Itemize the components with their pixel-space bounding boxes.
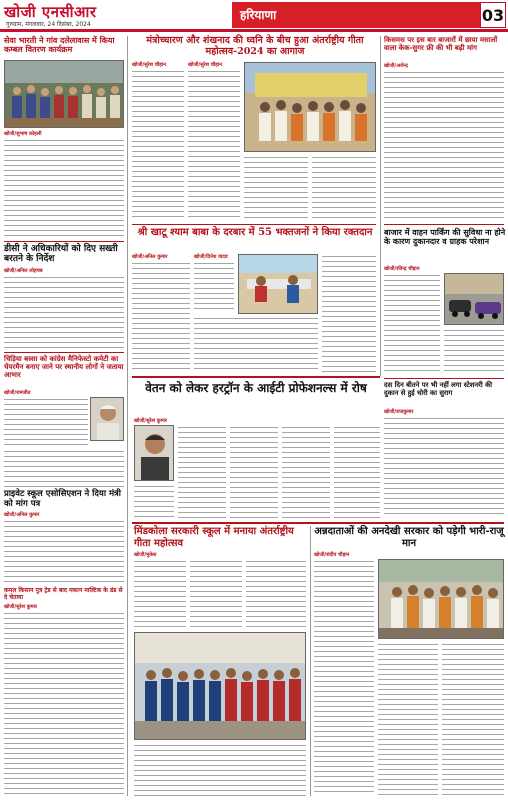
headline-kamal-farm: कमल किसान पुत्र ट्रेड से बाद मकान माल्टिक के डंड से दे चेताया: [4, 587, 123, 601]
byline-bus-stand: खोजी/रामजीत: [4, 390, 31, 396]
byline-khatu-1: खोजी/अनिल कुमार: [132, 254, 168, 260]
headline-vehicle-parking: बाजार में वाहन पार्किंग की सुविधा ना होने के कारण दुकानदार व ग्राहक परेशान: [384, 227, 506, 247]
byline-kamal-farm: खोजी/सुरेश कुमार: [4, 604, 37, 610]
headline-khatu-shyam: श्री खाटू श्याम बाबा के दरबार में 55 भक्तजनों ने किया रक्तदान: [137, 227, 373, 238]
body-khatu-col3: [322, 254, 376, 372]
byline-vehicle-parking: खोजी/रविन्द्र चौहान: [384, 266, 420, 272]
body-khatu-col1: [132, 261, 190, 371]
portrait-bus-stand: [90, 397, 124, 441]
headline-stationery-theft: दस दिन बीतने पर भी नहीं लगा स्टेशनरी की दुकान से हुई चोरी का सुराग: [384, 381, 493, 397]
body-sewa-bharti: [4, 138, 124, 238]
photo-sewa-bharti: [4, 60, 124, 128]
headline-kisan-cake: किसमस पर इस बार बाजारों में छाया मसालों वाला केक-सुगर फ्री की भी बढ़ी मांग: [384, 35, 498, 53]
body-salary-col4: [282, 425, 330, 520]
body-gita-col2: [188, 69, 240, 219]
photo-gita-mahotsav: [244, 62, 376, 152]
column-divider: [127, 36, 128, 796]
byline-sewa-bharti: खोजी/सुभाष कोहली: [4, 131, 42, 137]
byline-private-school: खोजी/अनिल कुमार: [4, 512, 40, 518]
portrait-salary-it: [134, 425, 174, 481]
body-khatu-col2: [194, 261, 234, 311]
body-gita-col3: [244, 155, 308, 221]
column-divider: [380, 36, 381, 376]
headline-bus-stand: चिड़िया बस्सा को कांग्रेस मैनिफेस्टो कमेटी का चेयरमैन बनाए जाने पर स्थानीय लोगों ने जताया आभार: [4, 354, 124, 380]
newspaper-logo: खोजी एनसीआर: [4, 3, 97, 21]
photo-vehicle-parking: [444, 273, 504, 325]
body-stationery-theft: [384, 416, 504, 518]
byline-salary-it: खोजी/सुरेश कुमार: [134, 418, 167, 424]
headline-gita-mahotsav: मंत्रोच्चारण और शंखनाद की ध्वनि के बीच हुआ अंतर्राष्ट्रीय गीता महोत्सव-2024 का आगाज: [146, 35, 364, 57]
body-salary-col2: [178, 425, 226, 520]
body-mindkola-col1: [134, 559, 186, 629]
photo-annadata: [378, 559, 504, 639]
body-bus-stand-2: [4, 449, 124, 487]
body-salary-col5: [334, 425, 380, 520]
byline-stationery-theft: खोजी/राजकुमार: [384, 409, 414, 415]
byline-kisan-cake: खोजी/अजेन्द्र: [384, 63, 408, 69]
body-annadata-col1: [314, 559, 374, 796]
edition-date: गुरुग्राम, मंगलवार, 24 दिसंबर, 2024: [6, 21, 91, 28]
body-mindkola-col2: [190, 559, 242, 629]
divider: [384, 378, 504, 379]
headline-private-school: प्राइवेट स्कूल एसोसिएशन ने दिया मंत्री को मांग पत्र: [4, 489, 121, 509]
divider: [132, 224, 376, 225]
headline-dc-officers: डीसी ने अधिकारियों को दिए सख्ती बरतने के निर्देश: [4, 244, 118, 265]
headline-salary-it: वेतन को लेकर हरट्रॉन के आईटी प्रोफेशनल्स में रोष: [145, 381, 367, 395]
divider: [4, 352, 124, 353]
body-khatu-col4: [194, 316, 318, 372]
divider: [384, 224, 504, 225]
byline-khatu-2: खोजी/दिनेश यादव: [194, 254, 228, 260]
body-annadata-col3: [442, 642, 504, 796]
byline-gita-2: खोजी/सुरेश चौहान: [188, 62, 222, 68]
body-dc-officers: [4, 275, 124, 350]
body-private-school: [4, 519, 124, 585]
page-number: 03: [480, 2, 506, 28]
body-salary-col3: [230, 425, 278, 520]
headline-annadata: अन्नदाताओं की अनदेखी सरकार को पड़ेगी भारी-राजू मान: [314, 526, 504, 549]
byline-gita-1: खोजी/सुरेश चौहान: [132, 62, 166, 68]
body-parking-col2: [444, 328, 504, 374]
body-kisan-cake: [384, 70, 504, 220]
body-mindkola-col4: [134, 743, 306, 796]
body-kamal-farm: [4, 611, 124, 796]
body-annadata-col2: [378, 642, 438, 796]
divider: [4, 241, 124, 242]
byline-dc-officers: खोजी/अनिल लोहचब: [4, 268, 43, 274]
body-mindkola-col3: [246, 559, 306, 629]
divider: [132, 376, 380, 378]
section-title: हरियाणा: [240, 8, 277, 22]
headline-mindkola-school: मिंडकोला सरकारी स्कूल में मनाया अंतर्राष्ट्रीय गीता महोत्सव: [134, 526, 294, 549]
headline-sewa-bharti: सेवा भारती ने गांव दलेलावास में किया कम्बल वितरण कार्यक्रम: [4, 35, 115, 55]
divider: [132, 522, 504, 524]
byline-mindkola-school: खोजी/मुकेश: [134, 552, 157, 558]
column-divider: [310, 526, 311, 796]
photo-mindkola-school: [134, 632, 306, 740]
masthead: [0, 0, 508, 32]
body-salary-col1: [134, 484, 174, 520]
byline-annadata: खोजी/संदीप चौहान: [314, 552, 350, 558]
photo-khatu-shyam: [238, 254, 318, 314]
body-bus-stand: [4, 397, 88, 447]
body-gita-col4: [312, 155, 376, 221]
body-gita-col1: [132, 69, 184, 219]
body-parking-col1: [384, 273, 440, 373]
